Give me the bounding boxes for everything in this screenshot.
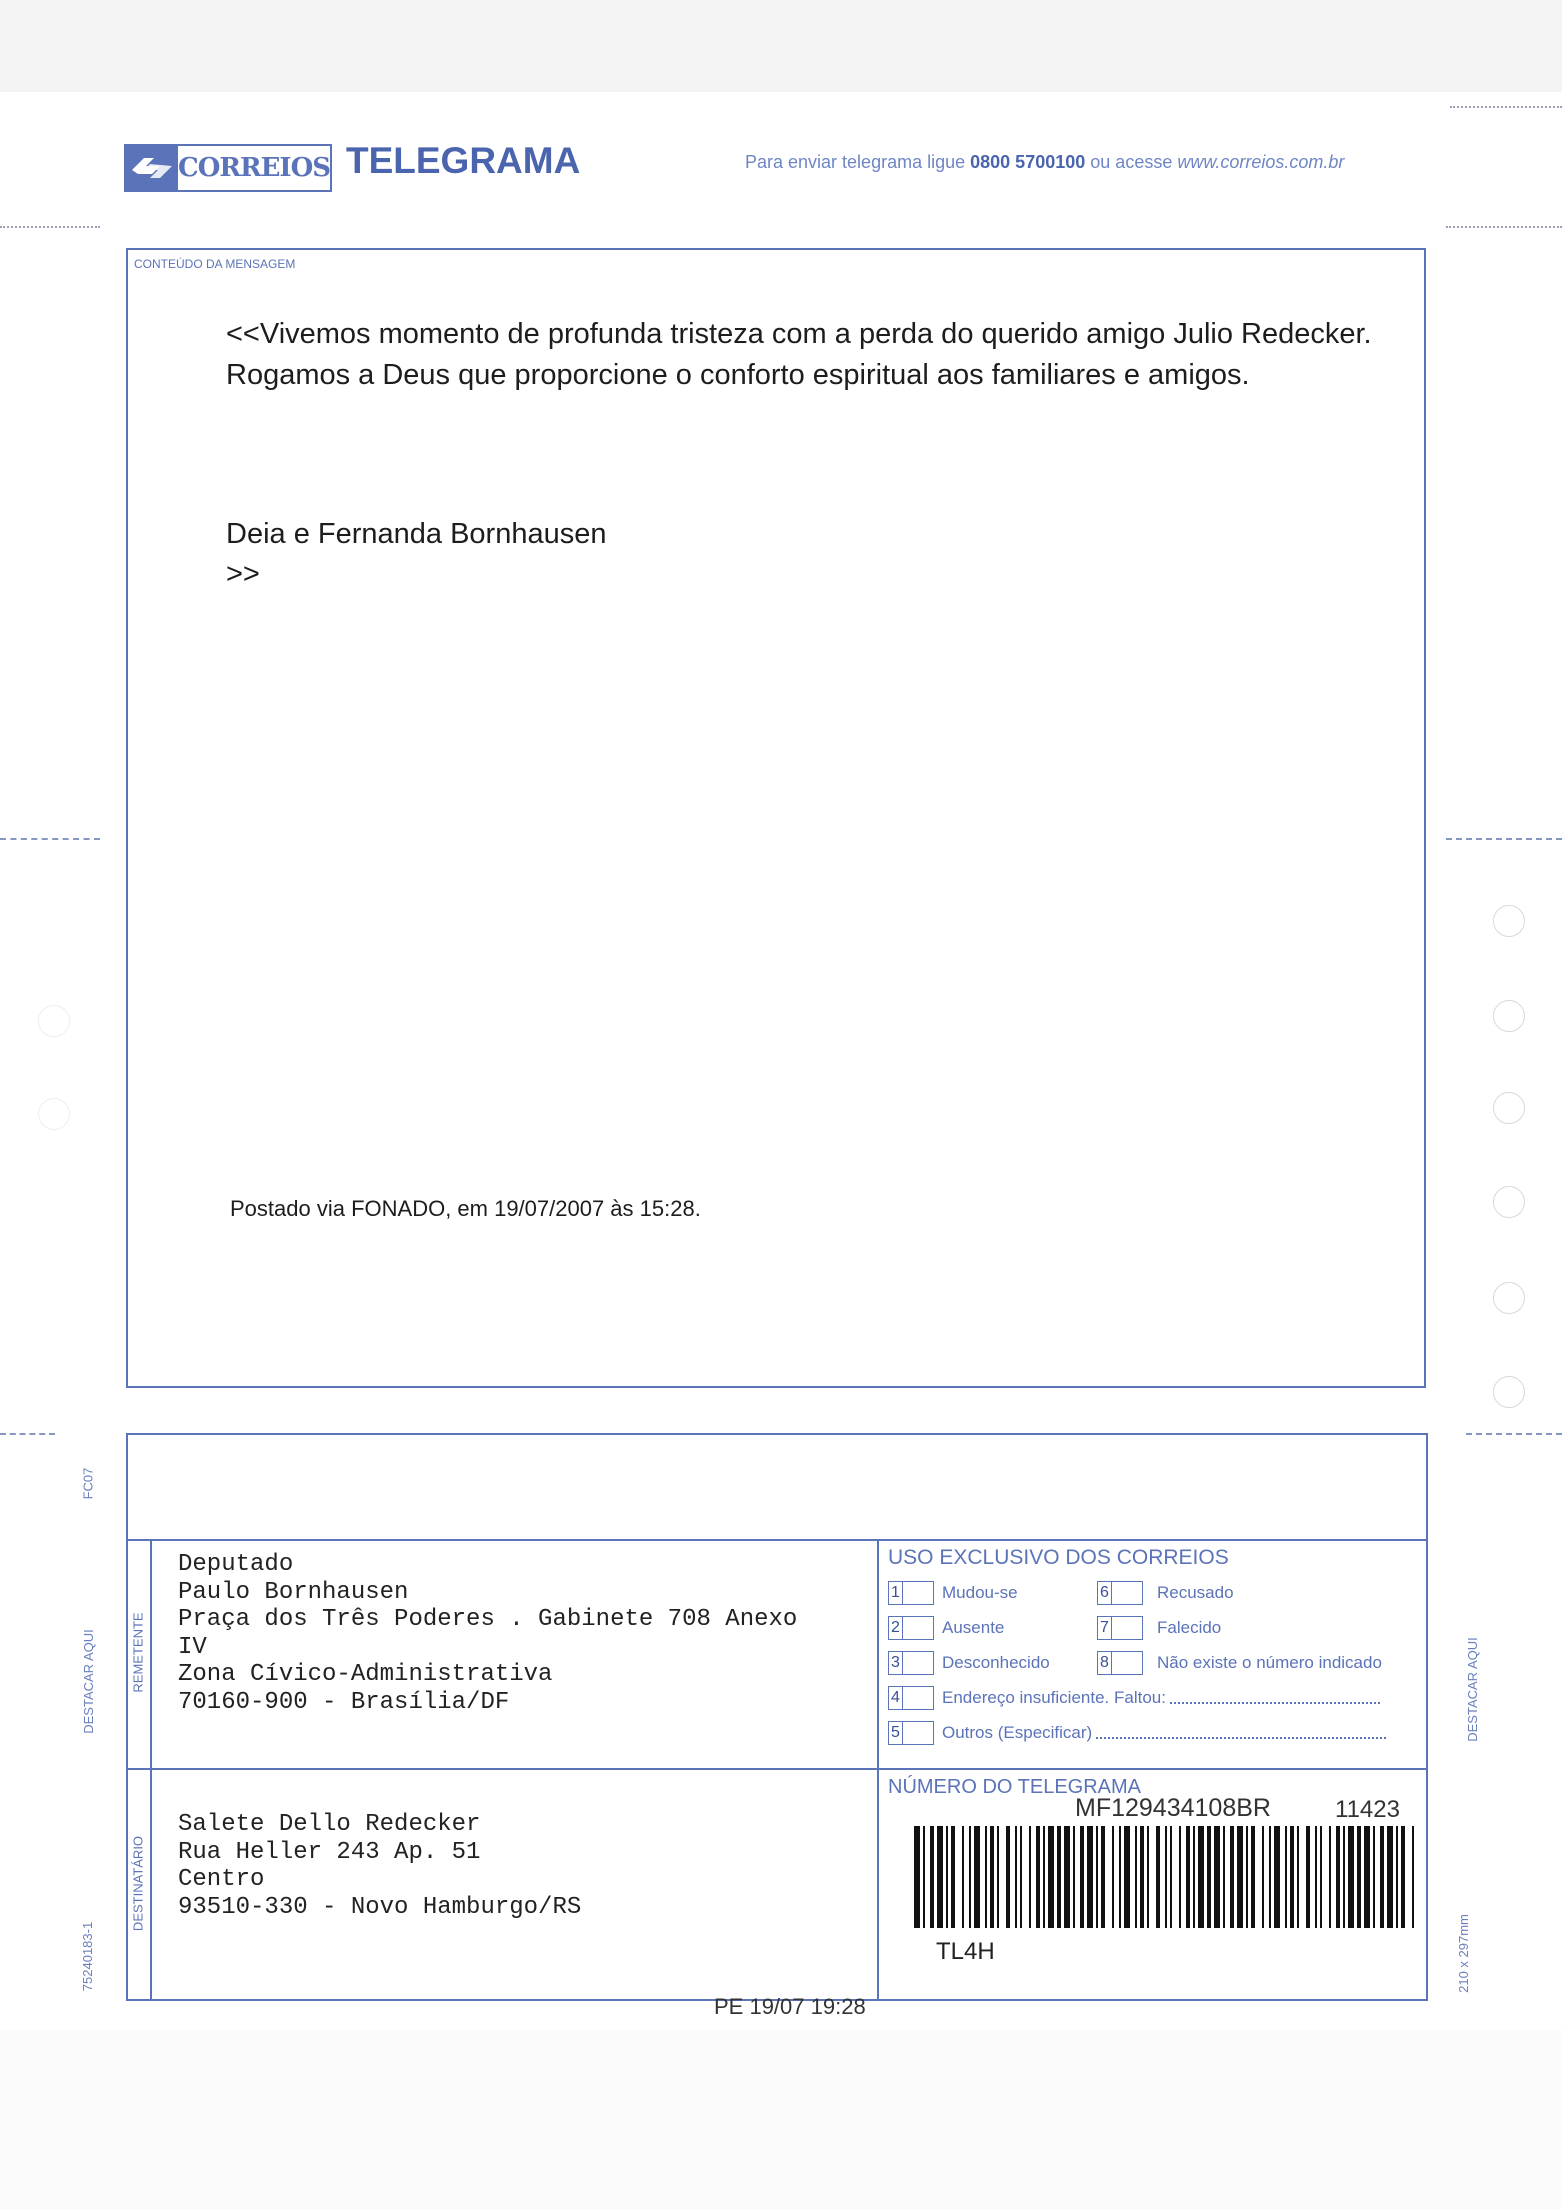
cut-line-left xyxy=(0,838,100,840)
sender-line: Zona Cívico-Administrativa xyxy=(178,1661,553,1688)
barcode-bar xyxy=(951,1826,955,1928)
barcode-bar xyxy=(1357,1826,1361,1928)
barcode-bar xyxy=(962,1826,964,1928)
postal-stamp: PE 19/07 19:28 xyxy=(714,1994,866,2019)
barcode-bar xyxy=(1396,1826,1398,1928)
barcode-bar xyxy=(1057,1826,1061,1928)
barcode-bar xyxy=(1297,1826,1299,1928)
barcode-bar xyxy=(969,1826,971,1928)
option-nao-existe-numero[interactable] xyxy=(1097,1651,1382,1675)
option-label: Desconhecido xyxy=(942,1653,1050,1672)
barcode-bar xyxy=(997,1826,999,1928)
barcode-bar xyxy=(1015,1826,1017,1928)
recipient-line: Centro xyxy=(178,1866,265,1893)
perforation-left-top xyxy=(0,226,100,228)
option-number: 2 xyxy=(888,1616,903,1640)
barcode-bar xyxy=(1343,1826,1345,1928)
barcode-bar xyxy=(1246,1826,1248,1928)
recipient-label: DESTINATÁRIO xyxy=(130,1835,146,1932)
barcode-bar xyxy=(1380,1826,1384,1928)
telegram-title: TELEGRAMA xyxy=(346,140,581,181)
info-middle: ou acesse xyxy=(1090,152,1173,172)
barcode-bar xyxy=(1207,1826,1211,1928)
correios-logo xyxy=(124,144,332,192)
option-number: 7 xyxy=(1097,1616,1112,1640)
option-checkbox[interactable] xyxy=(903,1616,934,1640)
message-closing: >> xyxy=(226,558,260,590)
barcode-bar xyxy=(1285,1826,1287,1928)
barcode-bar xyxy=(1214,1826,1220,1928)
telegram-number: MF129434108BR xyxy=(1075,1794,1271,1822)
option-label: Falecido xyxy=(1157,1618,1222,1637)
telegram-code: 11423 xyxy=(1335,1796,1400,1823)
message-body: <<Vivemos momento de profunda tristeza com a perda do querido amigo Julio Redecker. Rogamos a Deus que proporcione o conforto espiritual aos familiares e amigos. xyxy=(226,318,1372,391)
barcode-bar xyxy=(946,1826,948,1928)
barcode-bar xyxy=(1364,1826,1370,1928)
option-recusado[interactable] xyxy=(1097,1581,1234,1605)
barcode-bar xyxy=(1320,1826,1322,1928)
detach-label-left: DESTACAR AQUI xyxy=(80,1629,96,1734)
barcode-bar xyxy=(1223,1826,1225,1928)
barcode-bar xyxy=(1179,1826,1181,1928)
option-number: 1 xyxy=(888,1581,903,1605)
barcode-bar xyxy=(1348,1826,1354,1928)
option-number: 5 xyxy=(888,1721,903,1745)
paper-size: 210 x 297mm xyxy=(1455,1914,1471,1993)
header-info xyxy=(745,152,1344,173)
barcode-bar xyxy=(937,1826,943,1928)
option-checkbox[interactable] xyxy=(903,1721,934,1745)
tractor-hole xyxy=(1493,1092,1525,1124)
paper-fold xyxy=(0,92,1562,98)
tractor-hole xyxy=(38,1098,70,1130)
barcode-bar xyxy=(1101,1826,1105,1928)
barcode-bar xyxy=(985,1826,987,1928)
perforation-right-top xyxy=(1446,226,1562,228)
sender-line: Praça dos Três Poderes . Gabinete 708 Anexo xyxy=(178,1606,798,1633)
barcode-bar xyxy=(1329,1826,1331,1928)
barcode-bar xyxy=(1073,1826,1075,1928)
sender-line: 70160-900 - Brasília/DF xyxy=(178,1688,510,1716)
info-phone: 0800 5700100 xyxy=(970,152,1086,172)
barcode-bar xyxy=(1290,1826,1294,1928)
telegram-number-label: NÚMERO DO TELEGRAMA xyxy=(888,1776,1141,1798)
tractor-hole xyxy=(1493,1000,1525,1032)
option-ausente[interactable] xyxy=(888,1616,1004,1640)
barcode-bar xyxy=(1119,1826,1121,1928)
option-checkbox[interactable] xyxy=(903,1581,934,1605)
barcode-bar xyxy=(1080,1826,1084,1928)
sender-line: IV xyxy=(178,1633,207,1661)
option-checkbox[interactable] xyxy=(1112,1616,1143,1640)
paper-top-edge xyxy=(0,0,1562,95)
perforation-right-upper xyxy=(1450,106,1562,108)
recipient-line: Rua Heller 243 Ap. 51 xyxy=(178,1838,481,1866)
barcode xyxy=(914,1826,1414,1928)
barcode-bar xyxy=(1237,1826,1243,1928)
option-number: 6 xyxy=(1097,1581,1112,1605)
barcode-bar xyxy=(914,1826,920,1928)
barcode-bar xyxy=(923,1826,925,1928)
option-label: Endereço insuficiente. Faltou: xyxy=(942,1688,1166,1707)
option-checkbox[interactable] xyxy=(1112,1581,1143,1605)
barcode-bar xyxy=(1165,1826,1167,1928)
option-falecido[interactable] xyxy=(1097,1616,1221,1640)
form-code: FC07 xyxy=(80,1467,96,1500)
barcode-bar xyxy=(1373,1826,1375,1928)
option-number: 4 xyxy=(888,1686,903,1710)
barcode-bar xyxy=(974,1826,980,1928)
tractor-hole xyxy=(1493,1376,1525,1408)
barcode-bar xyxy=(1186,1826,1190,1928)
barcode-bar xyxy=(1412,1826,1414,1928)
message-label: CONTEÚDO DA MENSAGEM xyxy=(134,257,296,271)
barcode-bar xyxy=(1112,1826,1114,1928)
recipient-line: 93510-330 - Novo Hamburgo/RS xyxy=(178,1893,582,1921)
label-column-divider xyxy=(150,1539,152,2001)
barcode-bar xyxy=(1124,1826,1130,1928)
barcode-bar xyxy=(990,1826,994,1928)
recipient-address xyxy=(178,1811,581,1921)
paper-bottom-edge xyxy=(0,2030,1562,2209)
recipient-line: Salete Dello Redecker xyxy=(178,1811,481,1838)
barcode-bar xyxy=(1193,1826,1195,1928)
barcode-bar xyxy=(1274,1826,1280,1928)
barcode-bar xyxy=(1156,1826,1160,1928)
barcode-bar xyxy=(1315,1826,1317,1928)
message-signature: Deia e Fernanda Bornhausen xyxy=(226,518,607,550)
sender-line: Deputado xyxy=(178,1551,294,1578)
barcode-bar xyxy=(1140,1826,1144,1928)
serial-number: 75240183-1 xyxy=(80,1921,96,1992)
sender-address xyxy=(178,1551,797,1716)
option-label: Não existe o número indicado xyxy=(1157,1653,1382,1672)
barcode-bar xyxy=(1251,1826,1255,1928)
telegram-tag: TL4H xyxy=(936,1938,995,1965)
tractor-hole xyxy=(1493,905,1525,937)
address-divider-middle xyxy=(126,1768,1428,1770)
barcode-bar xyxy=(1020,1826,1022,1928)
option-checkbox[interactable] xyxy=(1112,1651,1143,1675)
postal-column-divider xyxy=(877,1539,879,2001)
barcode-bar xyxy=(1029,1826,1031,1928)
option-label: Recusado xyxy=(1157,1583,1234,1602)
barcode-bar xyxy=(1262,1826,1264,1928)
option-mudou-se[interactable] xyxy=(888,1581,1018,1605)
option-label: Outros (Especificar) xyxy=(942,1723,1093,1742)
address-divider-top xyxy=(126,1539,1428,1541)
barcode-bar xyxy=(1147,1826,1149,1928)
barcode-bar xyxy=(1401,1826,1405,1928)
info-site: www.correios.com.br xyxy=(1177,152,1345,172)
option-number: 8 xyxy=(1097,1651,1112,1675)
barcode-bar xyxy=(1336,1826,1340,1928)
sender-line: Paulo Bornhausen xyxy=(178,1578,409,1606)
tractor-hole xyxy=(1493,1186,1525,1218)
barcode-bar xyxy=(1306,1826,1310,1928)
barcode-bar xyxy=(1087,1826,1093,1928)
barcode-bar xyxy=(1170,1826,1172,1928)
barcode-bar xyxy=(1043,1826,1045,1928)
sender-label: REMETENTE xyxy=(130,1612,146,1693)
option-label: Ausente xyxy=(942,1618,1005,1637)
tractor-hole xyxy=(38,1005,70,1037)
barcode-bar xyxy=(1064,1826,1070,1928)
postal-use-title: USO EXCLUSIVO DOS CORREIOS xyxy=(888,1546,1229,1569)
barcode-bar xyxy=(930,1826,934,1928)
especificar-field[interactable] xyxy=(1096,1727,1386,1739)
faltou-field[interactable] xyxy=(1170,1692,1380,1704)
option-outros[interactable] xyxy=(888,1721,1386,1745)
info-prefix: Para enviar telegrama ligue xyxy=(745,152,966,172)
barcode-bar xyxy=(1096,1826,1098,1928)
detach-line-left xyxy=(0,1433,55,1435)
option-checkbox[interactable] xyxy=(903,1651,934,1675)
barcode-bar xyxy=(1048,1826,1054,1928)
correios-arrows-icon xyxy=(126,146,178,190)
posted-info: Postado via FONADO, em 19/07/2007 às 15:28. xyxy=(230,1196,701,1221)
option-endereco-insuficiente[interactable] xyxy=(888,1686,1380,1710)
barcode-bar xyxy=(1006,1826,1010,1928)
tractor-hole xyxy=(1493,1282,1525,1314)
detach-line-right xyxy=(1466,1433,1562,1435)
barcode-bar xyxy=(1230,1826,1234,1928)
barcode-bar xyxy=(1269,1826,1271,1928)
option-number: 3 xyxy=(888,1651,903,1675)
barcode-bar xyxy=(1387,1826,1393,1928)
barcode-bar xyxy=(1036,1826,1040,1928)
option-label: Mudou-se xyxy=(942,1583,1018,1602)
detach-label-right: DESTACAR AQUI xyxy=(1464,1637,1480,1742)
cut-line-right xyxy=(1446,838,1562,840)
barcode-bar xyxy=(1198,1826,1204,1928)
option-desconhecido[interactable] xyxy=(888,1651,1050,1675)
option-checkbox[interactable] xyxy=(903,1686,934,1710)
barcode-bar xyxy=(1135,1826,1137,1928)
logo-text: CORREIOS xyxy=(178,153,330,183)
